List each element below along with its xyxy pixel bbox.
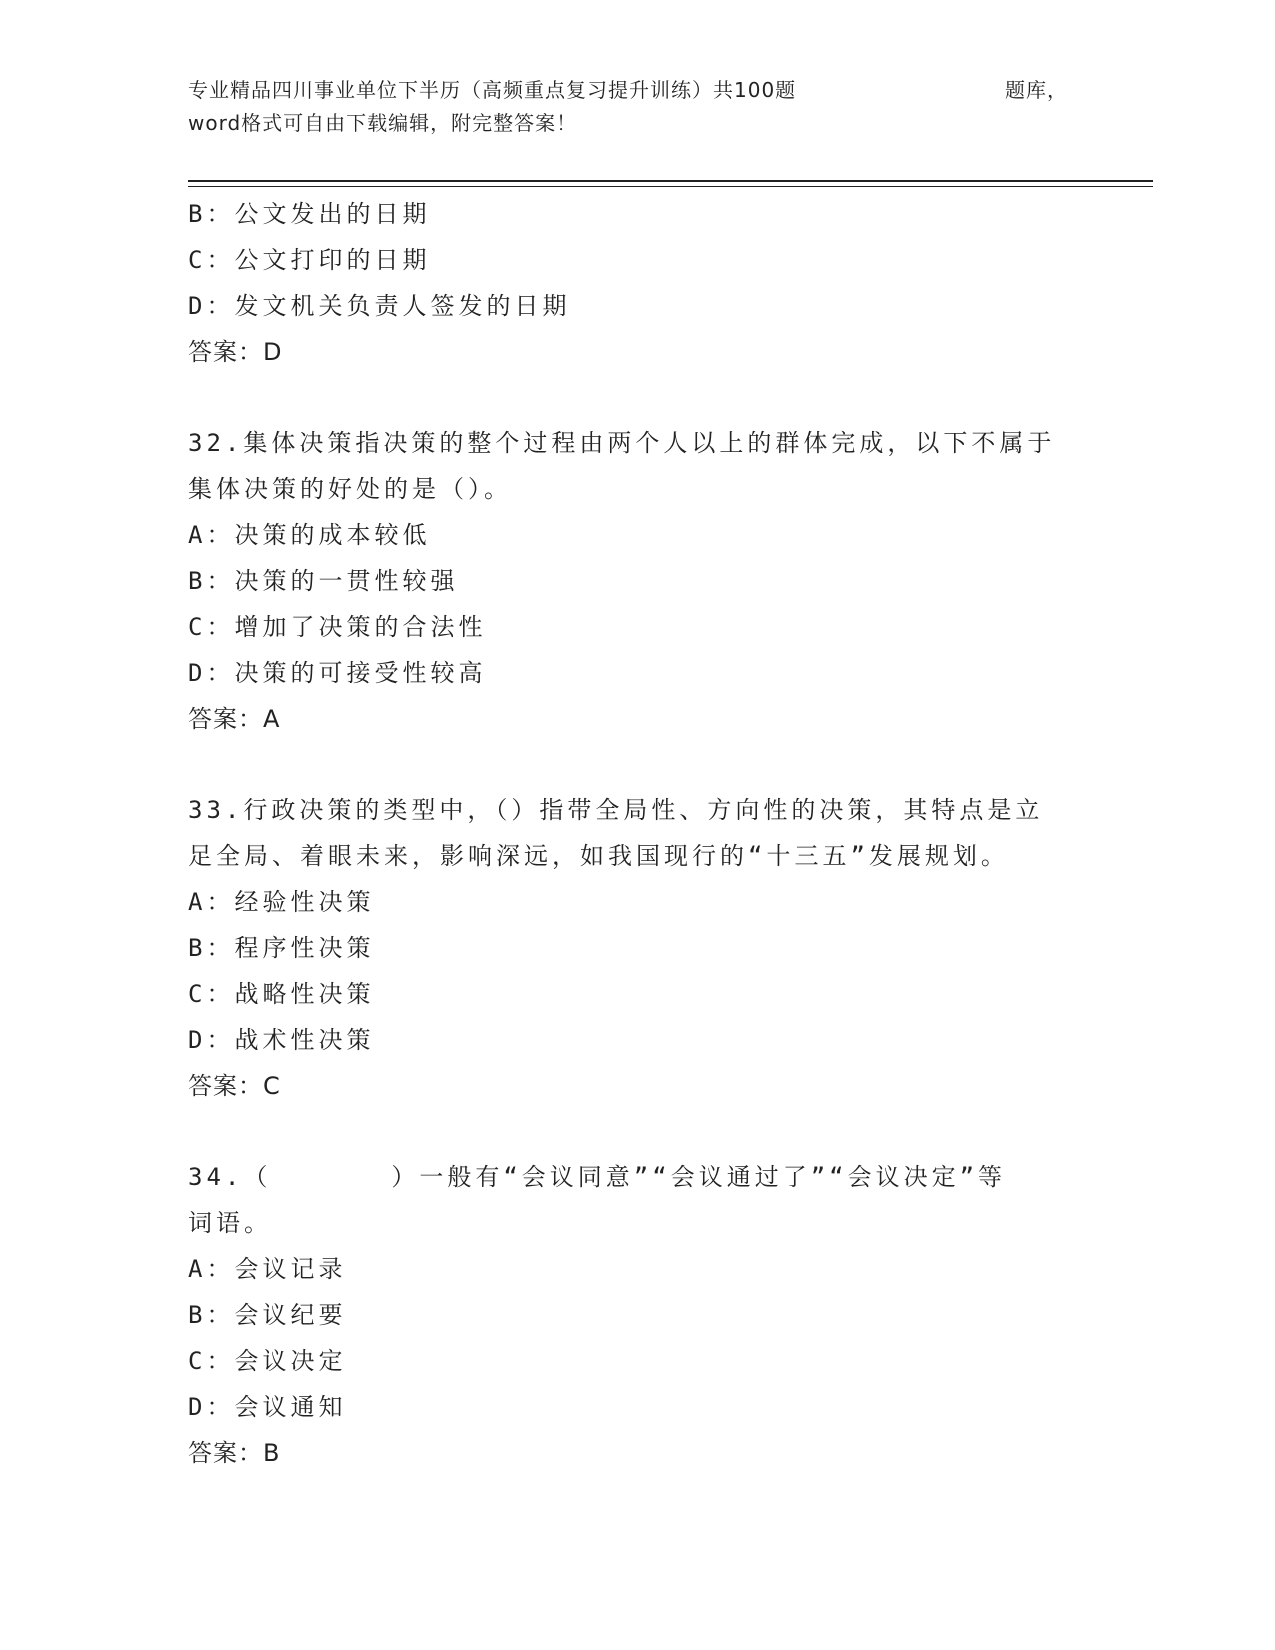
answer-line: 答案：C	[188, 1072, 281, 1100]
option-b: B：公文发出的日期	[188, 200, 431, 228]
question-stem-line-2: 集体决策的好处的是（）。	[188, 475, 512, 503]
option-a: A：决策的成本较低	[188, 521, 431, 549]
option-c: C：会议决定	[188, 1347, 347, 1375]
question-stem-line-1	[188, 1154, 1108, 1200]
option-b: B：决策的一贯性较强	[188, 567, 459, 595]
question-stem-suffix: ）一般有“会议同意”“会议通过了”“会议决定”等	[391, 1163, 1007, 1191]
option-d: D：战术性决策	[188, 1026, 375, 1054]
option-c: C：增加了决策的合法性	[188, 613, 487, 641]
option-d: D：发文机关负责人签发的日期	[188, 292, 571, 320]
question-block-34	[188, 1154, 1108, 1476]
answer-line: 答案：A	[188, 705, 281, 733]
option-d: D：决策的可接受性较高	[188, 659, 487, 687]
question-stem-line-2: 足全局、着眼未来，影响深远，如我国现行的“十三五”发展规划。	[188, 842, 1009, 870]
option-c: C：战略性决策	[188, 980, 375, 1008]
question-block-32	[188, 420, 1108, 742]
header-rule-thick	[188, 180, 1153, 182]
option-d: D：会议通知	[188, 1393, 347, 1421]
answer-line: 答案：B	[188, 1439, 281, 1467]
header-line-1	[188, 74, 1068, 107]
header-subtitle: word格式可自由下载编辑，附完整答案！	[188, 111, 578, 135]
question-list	[188, 191, 1108, 1476]
option-b: B：会议纪要	[188, 1301, 347, 1329]
header-rule-thin	[188, 186, 1153, 187]
header-title: 专业精品四川事业单位下半历（高频重点复习提升训练）共100题	[188, 78, 797, 102]
header-title-tail: 题库，	[1005, 78, 1068, 102]
question-stem-prefix: 34.（	[188, 1163, 272, 1191]
question-stem-line-2: 词语。	[188, 1209, 272, 1237]
option-a: A：会议记录	[188, 1255, 347, 1283]
question-block-31	[188, 191, 1108, 375]
option-b: B：程序性决策	[188, 934, 375, 962]
question-stem-line-1: 33.行政决策的类型中，（）指带全局性、方向性的决策，其特点是立	[188, 796, 1044, 824]
document-header	[188, 74, 1068, 140]
question-stem-line-1: 32.集体决策指决策的整个过程由两个人以上的群体完成，以下不属于	[188, 429, 1056, 457]
question-block-33	[188, 787, 1108, 1109]
option-a: A：经验性决策	[188, 888, 375, 916]
answer-line: 答案：D	[188, 338, 283, 366]
option-c: C：公文打印的日期	[188, 246, 431, 274]
